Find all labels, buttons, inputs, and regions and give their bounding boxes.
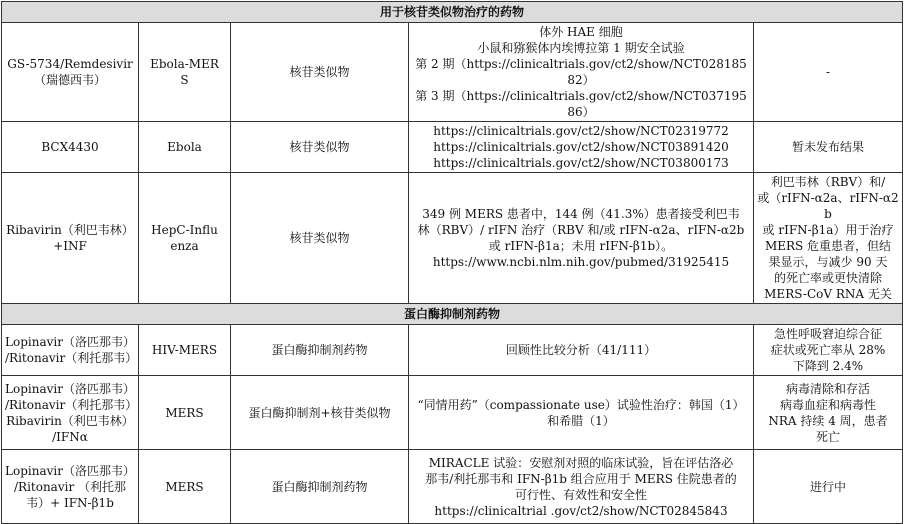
result-cell [754,122,903,173]
cell-line: NRA 持续 4 周，患者 [768,413,888,428]
cell-line: MERS [165,405,204,420]
trial-cell [409,122,754,173]
trial-cell [409,23,754,122]
cell-line: /Ritonavir （利托那 [13,479,126,494]
type-cell [231,173,409,304]
cell-line: Ribavirin（利巴韦林） [6,413,134,428]
cell-line: 下降到 2.4% [792,359,864,373]
section-header-protease [2,304,903,325]
drug-cell [2,450,139,524]
cell-line: 利巴韦林（RBV）和/ [770,175,886,189]
cell-line: Lopinavir（洛匹那韦） [5,335,135,349]
target-cell [139,173,231,304]
type-cell [231,325,409,376]
cell-line: S [180,73,189,87]
cell-line: 核苷类似物 [289,65,350,79]
table-row [2,23,903,122]
cell-line: MERS [165,479,204,494]
trial-cell [409,450,754,524]
cell-line: 349 例 MERS 患者中，144 例（41.3%）患者接受利巴韦 [422,207,740,221]
trial-cell [409,325,754,376]
cell-line: 死亡 [815,429,840,444]
cell-line: 或（rIFN-α2a、rIFN-α2b [757,191,899,221]
type-cell [231,122,409,173]
section-title: 用于核苷类似物治疗的药物 [2,2,903,23]
cell-line: 蛋白酶抑制剂药物 [271,479,368,494]
cell-line: 病毒血症和病毒性 [779,397,876,412]
cell-line: 核苷类似物 [289,140,350,154]
cell-line: 韦）+ IFN-β1b [26,495,114,510]
cell-line: Ribavirin（利巴韦林） [6,223,134,237]
result-cell [754,450,903,524]
type-cell [231,23,409,122]
cell-line: 或 rIFN-β1a）用于治疗 [762,223,894,237]
cell-line: https://www.ncbi.nlm.nih.gov/pubmed/31925415 [432,255,730,269]
cell-line: MERS 危重患者，但结 [764,239,892,253]
target-cell [139,23,231,122]
cell-line: https://clinicaltrials.gov/ct2/show/NCT02319772 [433,124,729,138]
cell-line: 暂未发布结果 [791,140,864,154]
cell-line: 症状或死亡率从 28% [770,343,886,357]
drug-cell [2,23,139,122]
cell-line: +INF [53,239,87,253]
trial-cell [409,173,754,304]
cell-line: （瑞德西韦） [33,73,106,87]
cell-line: 蛋白酶抑制剂药物 [271,343,368,357]
cell-line: 果显示，与减少 90 天 [768,255,888,269]
table-row [2,173,903,304]
cell-line: enza [170,239,199,253]
cell-line: 蛋白酶抑制剂+核苷类似物 [248,405,391,420]
section-header-nucleoside [2,2,903,23]
cell-line: - [825,65,831,79]
drug-cell [2,325,139,376]
cell-line: 回顾性比较分析（41/111） [505,343,657,357]
result-cell [754,173,903,304]
cell-line: 小鼠和猕猴体内埃博拉第 1 期安全试验 [477,41,685,55]
target-cell [139,376,231,450]
cell-line: “同情用药”（compassionate use）试验性治疗：韩国（1） [417,397,745,412]
cell-line: 进行中 [809,479,846,494]
target-cell [139,450,231,524]
drug-cell [2,173,139,304]
cell-line: HepC-Influ [151,223,218,237]
cell-line: MERS-CoV RNA 无关 [764,287,892,301]
cell-line: Ebola-MER [150,57,219,71]
cell-line: HIV-MERS [151,343,218,357]
table-row [2,122,903,173]
cell-line: /IFNα [52,429,88,444]
cell-line: Ebola [167,140,202,154]
cell-line: 病毒清除和存活 [785,381,870,396]
drug-cell [2,122,139,173]
target-cell [139,122,231,173]
table-row [2,450,903,524]
result-cell [754,376,903,450]
cell-line: https://clinicaltrial .gov/ct2/show/NCT02845843 [434,503,728,518]
cell-line: 和希腊（1） [547,413,615,428]
cell-line: https://clinicaltrials.gov/ct2/show/NCT03800173 [433,156,729,170]
drug-table-body [2,2,903,524]
table-row [2,376,903,450]
table-row [2,325,903,376]
cell-line: /Ritonavir（利托那韦） [5,397,138,412]
cell-line: https://clinicaltrials.gov/ct2/show/NCT03891420 [433,140,729,154]
cell-line: 的死亡率或更快清除 [773,271,882,285]
cell-line: BCX4430 [41,140,99,154]
type-cell [231,450,409,524]
trial-cell [409,376,754,450]
result-cell [754,325,903,376]
cell-line: 第 2 期（https://clinicaltrials.gov/ct2/show/NCT02818582） [415,57,747,87]
cell-line: 或 rIFN-β1a；未用 rIFN-β1b）。 [488,239,674,253]
cell-line: GS-5734/Remdesivir [7,57,133,71]
cell-line: 第 3 期（https://clinicaltrials.gov/ct2/show/NCT03719586） [415,89,747,119]
cell-line: Lopinavir（洛匹那韦） [5,463,135,478]
cell-line: 林（RBV）/ rIFN 治疗（RBV 和/或 rIFN-α2a、rIFN-α2b [417,223,745,237]
cell-line: 那韦/利托那韦和 IFN-β1b 组合应用于 MERS 住院患者的 [425,471,737,486]
cell-line: MIRACLE 试验：安慰剂对照的临床试验，旨在评估洛必 [428,455,734,470]
cell-line: 体外 HAE 细胞 [539,25,623,39]
cell-line: 急性呼吸窘迫综合征 [773,327,882,341]
cell-line: Lopinavir（洛匹那韦） [5,381,135,396]
drug-table [1,1,903,524]
cell-line: /Ritonavir（利托那韦） [5,351,138,365]
result-cell [754,23,903,122]
cell-line: 可行性、有效性和安全性 [514,487,647,502]
cell-line: 核苷类似物 [289,231,350,245]
section-title: 蛋白酶抑制剂药物 [2,304,903,325]
drug-cell [2,376,139,450]
type-cell [231,376,409,450]
target-cell [139,325,231,376]
